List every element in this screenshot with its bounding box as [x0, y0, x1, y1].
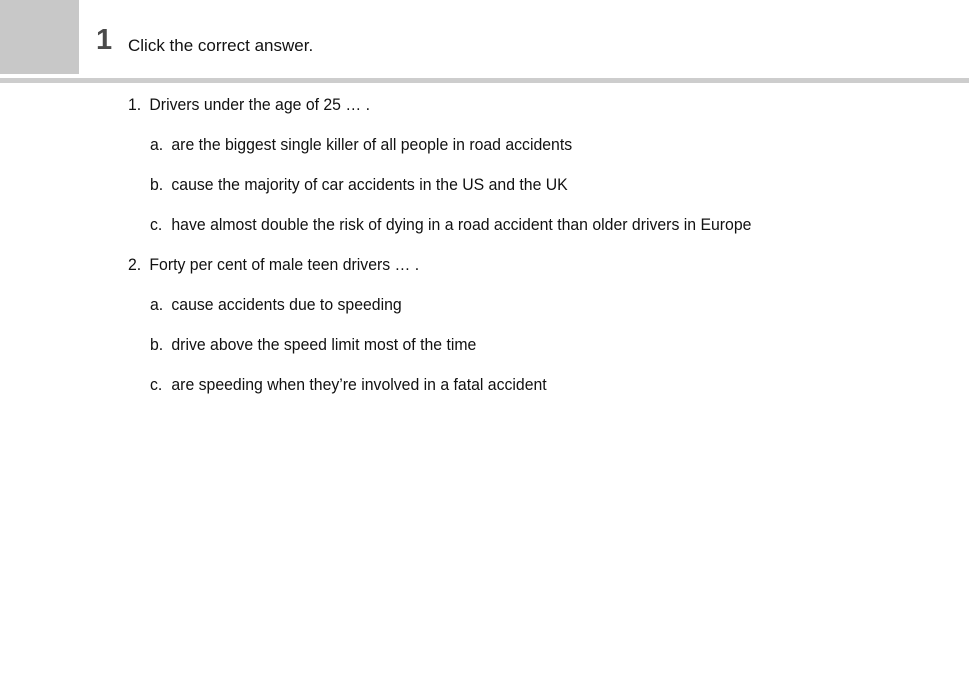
- question-stem: Drivers under the age of 25 … .: [149, 95, 370, 114]
- question-2: [128, 254, 419, 276]
- exercise-instruction: Click the correct answer.: [128, 36, 314, 55]
- option-letter: c.: [150, 215, 163, 234]
- option-text: have almost double the risk of dying in a road accident than older drivers in Europe: [171, 215, 752, 234]
- option-text: are speeding when they’re involved in a fatal accident: [171, 375, 547, 394]
- answer-option-1c[interactable]: [150, 214, 751, 236]
- option-text: drive above the speed limit most of the time: [171, 335, 477, 354]
- option-text: cause the majority of car accidents in the US and the UK: [171, 175, 568, 194]
- question-1: [128, 94, 370, 116]
- exercise-number: 1: [96, 24, 113, 56]
- answer-option-2b[interactable]: [150, 334, 476, 356]
- question-number: 1.: [128, 95, 142, 114]
- option-letter: a.: [150, 295, 164, 314]
- answer-option-2c[interactable]: [150, 374, 547, 396]
- option-text: are the biggest single killer of all people in road accidents: [171, 135, 573, 154]
- answer-option-1b[interactable]: [150, 174, 568, 196]
- question-number: 2.: [128, 255, 142, 274]
- header-gray-block: [0, 0, 79, 74]
- answer-option-1a[interactable]: [150, 134, 572, 156]
- header-divider: [0, 78, 969, 83]
- option-text: cause accidents due to speeding: [171, 295, 402, 314]
- exercise-header: [0, 0, 969, 78]
- answer-option-2a[interactable]: [150, 294, 402, 316]
- question-stem: Forty per cent of male teen drivers … .: [149, 255, 420, 274]
- option-letter: b.: [150, 335, 164, 354]
- option-letter: a.: [150, 135, 164, 154]
- option-letter: b.: [150, 175, 164, 194]
- option-letter: c.: [150, 375, 163, 394]
